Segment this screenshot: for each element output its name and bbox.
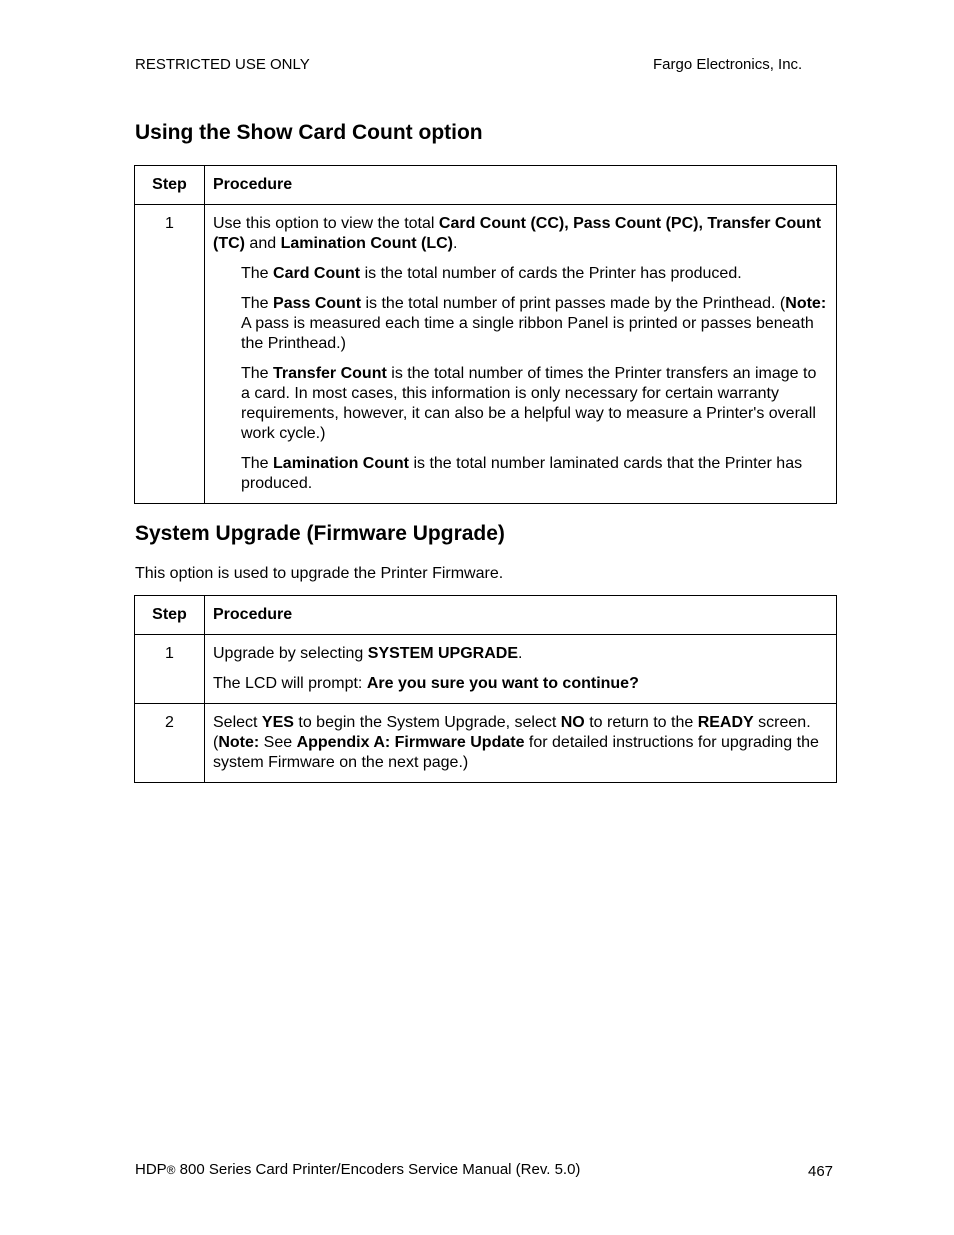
text-run: The LCD will prompt:	[213, 675, 367, 692]
bold-term: Card Count (CC), Pass Count (PC), Transfer Count (TC)	[213, 215, 822, 252]
bold-term: READY	[697, 714, 754, 731]
procedure-column-header: Procedure	[205, 166, 837, 205]
text-run: The	[241, 455, 274, 472]
header-left: RESTRICTED USE ONLY	[135, 56, 310, 73]
bold-term: Card Count	[273, 265, 361, 282]
section-title-card-count: Using the Show Card Count option	[135, 121, 483, 144]
procedure-line	[213, 713, 828, 773]
table-header-row	[135, 596, 837, 635]
procedure-line	[213, 674, 828, 694]
table-row	[135, 704, 837, 783]
bold-term: Lamination Count (LC)	[280, 235, 453, 252]
procedure-line	[213, 644, 828, 664]
step-number: 1	[135, 635, 205, 704]
text-run: .	[518, 645, 523, 662]
bold-term: Transfer Count	[273, 365, 387, 382]
text-run: See	[259, 734, 297, 751]
text-run: screen. (	[213, 714, 811, 751]
text-run: is the total number of print passes made by the Printhead. (	[361, 295, 786, 312]
bold-term: YES	[261, 714, 294, 731]
step-number: 1	[135, 205, 205, 504]
text-run: is the total number laminated cards that the Printer has produced.	[241, 455, 803, 492]
lamination-count-paragraph	[213, 454, 828, 494]
text-run: and	[244, 235, 281, 252]
text-run: The	[241, 365, 274, 382]
text-run: The	[241, 295, 274, 312]
bold-term: Lamination Count	[273, 455, 409, 472]
text-run: A pass is measured each time a single ribbon Panel is printed or passes beneath the Printhead.)	[241, 315, 814, 352]
bold-term: SYSTEM UPGRADE	[367, 645, 519, 662]
transfer-count-paragraph	[213, 364, 828, 444]
procedure-column-header: Procedure	[205, 596, 837, 635]
card-count-table	[134, 165, 837, 504]
procedure-cell	[205, 635, 837, 704]
text-run: 800 Series Card Printer/Encoders Service Manual (Rev. 5.0)	[175, 1161, 581, 1178]
text-run: to begin the System Upgrade, select	[293, 714, 561, 731]
footer-manual-title	[135, 1161, 580, 1178]
procedure-cell	[205, 704, 837, 783]
system-upgrade-intro: This option is used to upgrade the Printer Firmware.	[135, 565, 504, 582]
bold-term: Note:	[785, 295, 827, 312]
step-number: 2	[135, 704, 205, 783]
bold-term: Are you sure you want to continue?	[366, 675, 639, 692]
bold-term: Appendix A: Firmware Update	[296, 734, 525, 751]
registered-mark: ®	[166, 1163, 176, 1177]
text-run: Use this option to view the total	[213, 215, 439, 232]
text-run: for detailed instructions for upgrading the system Firmware on the next page.)	[213, 734, 819, 771]
pass-count-paragraph	[213, 294, 828, 354]
table-row	[135, 205, 837, 504]
bold-term: NO	[560, 714, 585, 731]
table-row	[135, 635, 837, 704]
bold-term: Note:	[218, 734, 260, 751]
text-run: HDP	[135, 1161, 167, 1178]
step-column-header: Step	[135, 166, 205, 205]
page-number: 467	[808, 1163, 834, 1180]
system-upgrade-table	[134, 595, 837, 783]
procedure-intro	[213, 214, 828, 254]
bold-term: Pass Count	[273, 295, 362, 312]
step-column-header: Step	[135, 596, 205, 635]
procedure-cell	[205, 205, 837, 504]
text-run: Select	[213, 714, 262, 731]
card-count-paragraph	[213, 264, 828, 284]
text-run: is the total number of times the Printer transfers an image to a card. In most cases, this information is only necessary for certain warranty requirements, however, it can also be a helpful way to measure a Printer's overall work cycle.)	[241, 365, 817, 442]
table-header-row	[135, 166, 837, 205]
text-run: is the total number of cards the Printer has produced.	[360, 265, 742, 282]
text-run: Upgrade by selecting	[213, 645, 368, 662]
text-run: .	[453, 235, 458, 252]
header-right: Fargo Electronics, Inc.	[653, 56, 803, 73]
text-run: The	[241, 265, 274, 282]
section-title-system-upgrade: System Upgrade (Firmware Upgrade)	[135, 522, 505, 545]
text-run: to return to the	[584, 714, 698, 731]
